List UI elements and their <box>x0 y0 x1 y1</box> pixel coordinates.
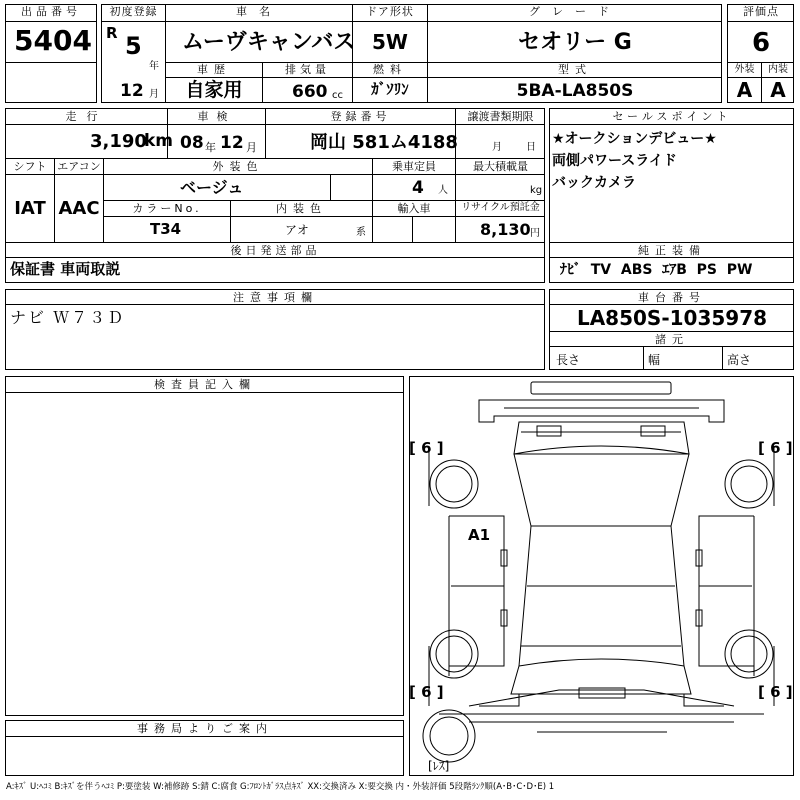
equipment-items: ﾅﾋﾞ TV ABS ｴｱB PS PW <box>560 262 753 278</box>
model-label: 型式 <box>558 63 592 76</box>
inspection-label: 車検 <box>197 110 236 123</box>
exterior-grade: A <box>736 78 753 102</box>
interior-grade: A <box>770 78 786 102</box>
door-type: 5W <box>372 30 408 54</box>
tire-depth-rear-right: [ 6 ] <box>758 683 793 701</box>
int-color-unit: 系 <box>356 227 366 238</box>
car-diagram <box>409 376 794 776</box>
mileage-unit: km <box>144 131 174 151</box>
damage-mark: A1 <box>468 526 491 544</box>
exterior-label: 外装 <box>734 64 755 75</box>
int-color: アオ <box>285 223 309 237</box>
inspection-year-unit: 年 <box>205 141 216 154</box>
tire-depth-rear-left: [ 6 ] <box>409 683 444 701</box>
inspection-month: 12 <box>220 133 244 153</box>
recycle-label: リサイクル預託金 <box>461 202 540 213</box>
ac-label: エアコン <box>57 160 101 173</box>
capacity: 4 <box>412 178 424 198</box>
score: 6 <box>751 28 771 58</box>
ext-color-label: 外装色 <box>212 160 264 173</box>
mileage-label: 走行 <box>65 110 108 123</box>
int-color-label: 内装色 <box>276 202 327 215</box>
inspection-month-unit: 月 <box>246 141 257 154</box>
tire-depth-front-left: [ 6 ] <box>409 439 444 457</box>
first-reg-year: 5 <box>125 32 142 60</box>
model-code: 5BA-LA850S <box>516 81 634 101</box>
spare-tire-label: [ﾚｽ] <box>428 759 450 773</box>
aircon: AAC <box>58 198 100 219</box>
inspector-box <box>5 376 404 716</box>
fuel: ｶﾞｿﾘﾝ <box>371 80 409 98</box>
displacement-label: 排気量 <box>285 63 330 76</box>
fuel-label: 燃料 <box>373 63 407 76</box>
sales-point-line: 両側パワースライド <box>552 153 677 169</box>
lot-number-label: 出品番号 <box>21 5 81 18</box>
month-unit: 月 <box>149 89 159 100</box>
plate-number: 岡山 581ム4188 <box>310 132 458 153</box>
notes-label: 注意事項欄 <box>233 291 318 304</box>
load-unit: kg <box>530 185 543 196</box>
displacement: 660 <box>292 82 328 102</box>
score-label: 評価点 <box>743 5 779 18</box>
deferred-parts: 保証書 車両取説 <box>10 260 121 278</box>
grade: セオリー G <box>518 30 632 55</box>
import-label: 輸入車 <box>397 202 431 215</box>
inspection-year: 08 <box>180 133 204 153</box>
lot-number: 5404 <box>14 24 92 57</box>
transfer-day-unit: 日 <box>526 142 536 153</box>
first-reg-label: 初度登録 <box>109 5 158 18</box>
shift: IAT <box>14 198 46 219</box>
year-unit: 年 <box>149 61 159 72</box>
deferred-parts-label: 後日発送部品 <box>230 244 321 257</box>
history-label: 車歴 <box>197 63 231 76</box>
history: 自家用 <box>185 79 243 101</box>
chassis-number: LA850S-1035978 <box>576 306 768 330</box>
color-no: T34 <box>150 220 182 238</box>
transfer-label: 譲渡書類期限 <box>467 110 534 123</box>
inspector-label: 検査員記入欄 <box>154 378 256 391</box>
ext-color: ベージュ <box>180 178 244 197</box>
max-load-label: 最大積載量 <box>473 160 528 173</box>
specs-label: 諸元 <box>655 333 689 346</box>
tire-depth-front-right: [ 6 ] <box>758 439 793 457</box>
capacity-unit: 人 <box>438 185 448 196</box>
chassis-label: 車台番号 <box>638 291 706 304</box>
recycle-fee: 8,130 <box>480 220 531 239</box>
interior-label: 内装 <box>768 64 788 75</box>
office-label: 事務局よりご案内 <box>137 722 273 735</box>
mileage: 3,190 <box>90 131 147 152</box>
color-no-label: カラーNo. <box>132 202 202 215</box>
cc-unit: cc <box>332 90 343 101</box>
length-label: 長さ <box>556 353 581 367</box>
grade-label: グレード <box>529 5 621 18</box>
era: R <box>106 24 118 42</box>
car-name: ムーヴキャンバス <box>182 30 356 55</box>
car-name-label: 車名 <box>236 5 282 18</box>
first-reg-month: 12 <box>120 81 144 101</box>
sales-point-line: バックカメラ <box>552 175 636 191</box>
shift-label: シフト <box>13 160 47 173</box>
equipment-label: 純正装備 <box>638 244 706 257</box>
sales-point-line: ★オークションデビュー★ <box>552 131 717 147</box>
sales-points-label: セールスポイント <box>612 110 732 123</box>
door-label: ドア形状 <box>366 5 414 18</box>
transfer-month-unit: 月 <box>492 142 502 153</box>
recycle-unit: 円 <box>530 228 540 239</box>
capacity-label: 乗車定員 <box>392 160 436 173</box>
legend: A:ｷｽﾞ U:ﾍｺﾐ B:ｷｽﾞを伴うﾍｺﾐ P:要塗装 W:補修跡 S:錆 C:腐食 G:ﾌﾛﾝﾄｶﾞﾗｽ点ｷｽﾞ XX:交換済み X:要交換 内・外装評価 5段階ﾗﾝｸ順(A･B･C･D･E) 1 <box>6 782 555 792</box>
plate-label: 登録番号 <box>330 110 391 123</box>
notes-text: ナビ Ｗ７３Ｄ <box>10 308 126 327</box>
width-label: 幅 <box>648 353 661 367</box>
height-label: 高さ <box>727 353 752 367</box>
